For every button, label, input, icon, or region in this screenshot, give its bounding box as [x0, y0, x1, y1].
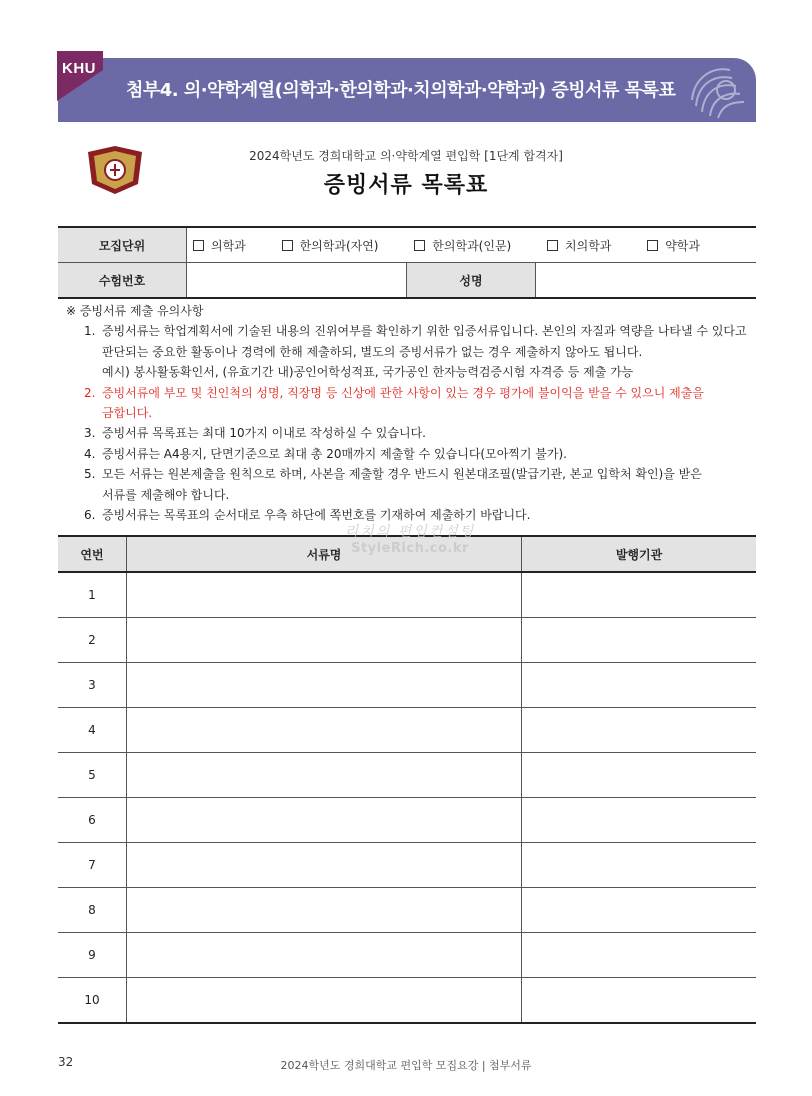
issuer-cell[interactable] [522, 978, 757, 1024]
note-item: 6. 증빙서류는 목록표의 순서대로 우측 하단에 쪽번호를 기재하여 제출하기 바랍니다. [84, 508, 531, 523]
checkbox-icon[interactable] [282, 240, 293, 251]
page-title: 첨부4. 의·약학계열(의학과·한의학과·치의학과·약학과) 증빙서류 목록표 [126, 80, 676, 101]
document-list-table [58, 535, 756, 1024]
issuer-cell[interactable] [522, 753, 757, 798]
row-number: 6 [58, 798, 127, 843]
applicant-info-table [58, 226, 756, 299]
document-name-cell[interactable] [127, 663, 522, 708]
watermark-line2: StyleRich.co.kr [351, 541, 469, 556]
row-number: 8 [58, 888, 127, 933]
name-field[interactable] [536, 263, 757, 299]
name-label: 성명 [407, 263, 536, 299]
exam-no-label: 수험번호 [58, 263, 187, 299]
exam-no-field[interactable] [187, 263, 407, 299]
checkbox-icon[interactable] [647, 240, 658, 251]
notes-heading: ※ 증빙서류 제출 유의사항 [66, 304, 204, 318]
table-row [58, 572, 756, 618]
issuer-cell[interactable] [522, 708, 757, 753]
checkbox-icon[interactable] [547, 240, 558, 251]
row-number: 1 [58, 572, 127, 618]
option-korean-medicine-humanities[interactable]: 한의학과(인문) [414, 237, 511, 254]
document-name-cell[interactable] [127, 572, 522, 618]
row-number: 10 [84, 993, 100, 1007]
row-number: 9 [58, 933, 127, 978]
document-name-cell[interactable] [127, 843, 522, 888]
table-row [58, 708, 756, 753]
table-row [58, 798, 756, 843]
col-header-document: 서류명 [127, 536, 522, 572]
unit-label: 모집단위 [58, 227, 187, 263]
form-subtitle: 2024학년도 경희대학교 의·약학계열 편입학 [1단계 합격자] [249, 149, 563, 163]
table-row [58, 888, 756, 933]
issuer-cell[interactable] [522, 888, 757, 933]
document-name-cell[interactable] [127, 888, 522, 933]
issuer-cell[interactable] [522, 572, 757, 618]
document-name-cell[interactable] [127, 978, 522, 1024]
table-row [58, 753, 756, 798]
note-item-warning: 2. 증빙서류에 부모 및 친인척의 성명, 직장명 등 신상에 관한 사항이 있는 경우 평가에 불이익을 받을 수 있으니 제출을 금합니다. [84, 385, 704, 421]
table-row [58, 618, 756, 663]
option-korean-medicine-natural[interactable]: 한의학과(자연) [282, 237, 379, 254]
document-name-cell[interactable] [127, 933, 522, 978]
row-number: 5 [58, 753, 127, 798]
submission-notes [66, 301, 756, 525]
khu-logo: KHU [62, 60, 96, 77]
row-number: 3 [58, 663, 127, 708]
checkbox-icon[interactable] [193, 240, 204, 251]
document-name-cell[interactable] [127, 618, 522, 663]
document-name-cell[interactable] [127, 798, 522, 843]
issuer-cell[interactable] [522, 618, 757, 663]
option-medicine[interactable]: 의학과 [193, 237, 246, 254]
issuer-cell[interactable] [522, 663, 757, 708]
table-row [58, 663, 756, 708]
note-item: 3. 증빙서류 목록표는 최대 10가지 이내로 작성하실 수 있습니다. [84, 426, 426, 441]
row-number: 2 [58, 618, 127, 663]
table-row [58, 933, 756, 978]
form-title: 증빙서류 목록표 [323, 173, 489, 198]
issuer-cell[interactable] [522, 843, 757, 888]
footer-text: 2024학년도 경희대학교 편입학 모집요강 | 첨부서류 [280, 1059, 532, 1072]
row-number: 7 [58, 843, 127, 888]
option-dentistry[interactable]: 치의학과 [547, 237, 611, 254]
lion-emblem-icon [682, 60, 748, 122]
table-row [58, 843, 756, 888]
watermark-line1: 리치의 편입컨설팅 [344, 524, 476, 540]
unit-options [187, 227, 757, 263]
col-header-number: 연번 [58, 536, 127, 572]
note-item: 1. 증빙서류는 학업계획서에 기술된 내용의 진위여부를 확인하기 위한 입증서류입니다. 본인의 자질과 역량을 나타낼 수 있다고 판단되는 중요한 활동이나 경력에 한해 제출하되, 별도의 증빙서류가 없는 경우 제출하지 않아도 됩니다. 예시) 봉사활동확인서, (유효기간 내)공인어학성적표, 국가공인 한자능력검증시험 자격증 등 제출 가능 [84, 324, 747, 380]
note-item: 5. 모든 서류는 원본제출을 원칙으로 하며, 사본을 제출할 경우 반드시 원본대조필(발급기관, 본교 입학처 확인)을 받은 서류를 제출해야 합니다. [84, 467, 702, 502]
row-number: 4 [58, 708, 127, 753]
checkbox-icon[interactable] [414, 240, 425, 251]
issuer-cell[interactable] [522, 798, 757, 843]
page-number: 32 [58, 1055, 74, 1069]
header-banner [58, 58, 756, 122]
document-name-cell[interactable] [127, 708, 522, 753]
option-pharmacy[interactable]: 약학과 [647, 237, 700, 254]
table-row [58, 978, 756, 1024]
document-name-cell[interactable] [127, 753, 522, 798]
issuer-cell[interactable] [522, 933, 757, 978]
col-header-issuer: 발행기관 [522, 536, 757, 572]
note-item: 4. 증빙서류는 A4용지, 단면기준으로 최대 총 20매까지 제출할 수 있습니다(모아찍기 불가). [84, 446, 567, 461]
